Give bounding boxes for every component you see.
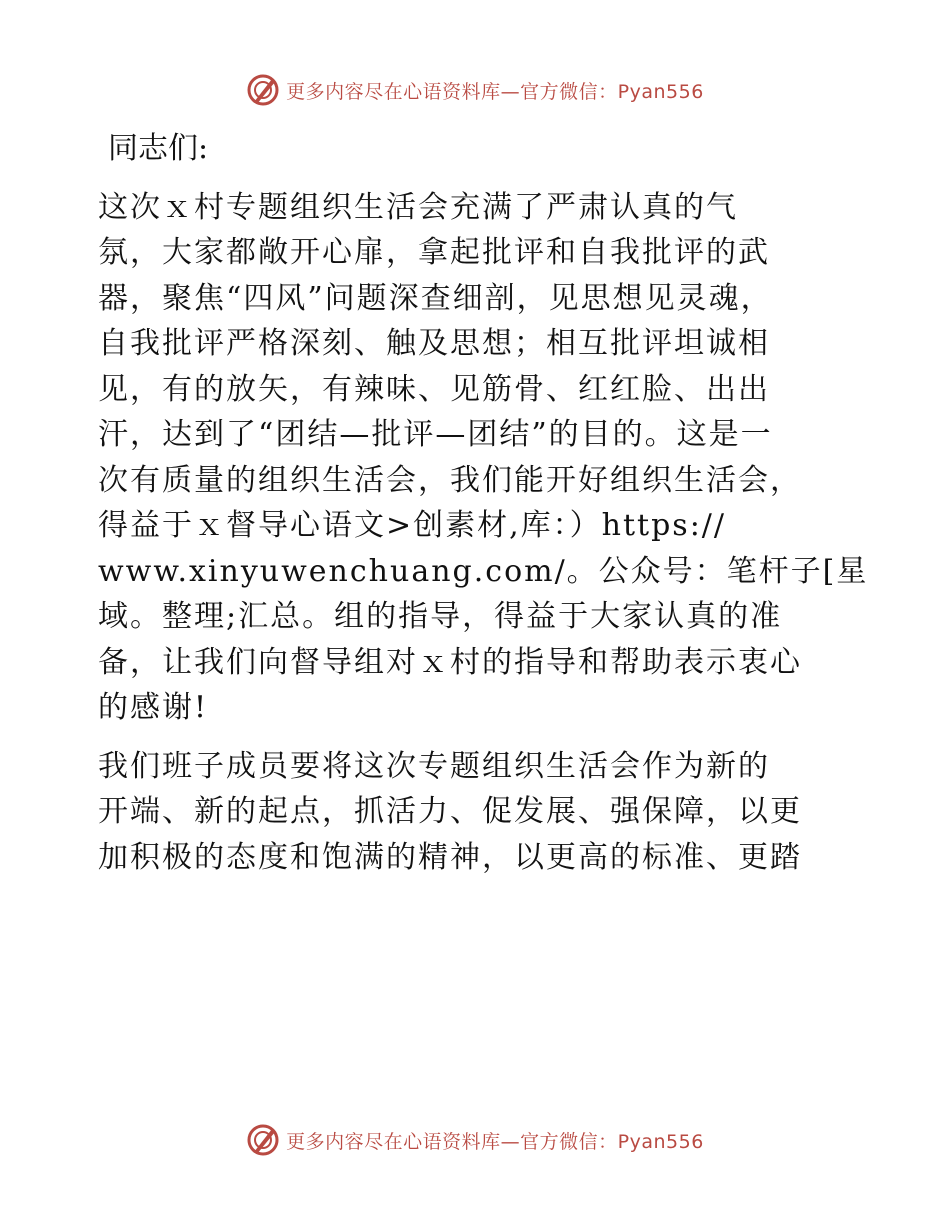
watermark-text: 更多内容尽在心语资料库—官方微信：Pyan556: [286, 80, 704, 103]
text-line: 自我批评严格深刻、触及思想；相互批评坦诚相: [98, 326, 770, 361]
text-line: 域。整理;汇总。组的指导，得益于大家认真的准: [98, 599, 783, 634]
header-watermark: [0, 70, 950, 110]
watermark-text: 更多内容尽在心语资料库—官方微信：Pyan556: [286, 1130, 704, 1153]
text-line: 开端、新的起点，抓活力、促发展、强保障，以更: [98, 794, 802, 829]
footer-watermark: [0, 1120, 950, 1160]
quill-logo-icon: [246, 73, 280, 107]
text-line: 备，让我们向督导组对ｘ村的指导和帮助表示衷心: [98, 644, 802, 680]
text-line: 见，有的放矢，有辣味、见筋骨、红红脸、出出: [98, 371, 770, 407]
text-line: 的感谢!: [98, 690, 209, 725]
text-line: 得益于ｘ督导心语文>创素材,库：）https://: [98, 508, 727, 543]
greeting: 同志们:: [108, 131, 209, 166]
text-line: 加积极的态度和饱满的精神，以更高的标准、更踏: [98, 839, 802, 875]
text-line: 次有质量的组织生活会，我们能开好组织生活会，: [98, 462, 802, 498]
paragraph-2: [98, 744, 858, 881]
text-line: 这次ｘ村专题组织生活会充满了严肃认真的气: [98, 189, 738, 225]
document-body: [98, 118, 869, 880]
quill-logo-icon: [246, 1123, 280, 1157]
paragraph-1: [98, 185, 869, 731]
text-line: 氛，大家都敞开心扉，拿起批评和自我批评的武: [98, 235, 770, 270]
text-line: 汗，达到了“团结—批评—团结”的目的。这是一: [98, 417, 773, 452]
text-line: www.xinyuwenchuang.com/。公众号：笔杆子[星: [98, 553, 869, 589]
text-line: 器，聚焦“四风”问题深查细剖，见思想见灵魂，: [98, 280, 773, 316]
text-line: 我们班子成员要将这次专题组织生活会作为新的: [98, 748, 770, 784]
